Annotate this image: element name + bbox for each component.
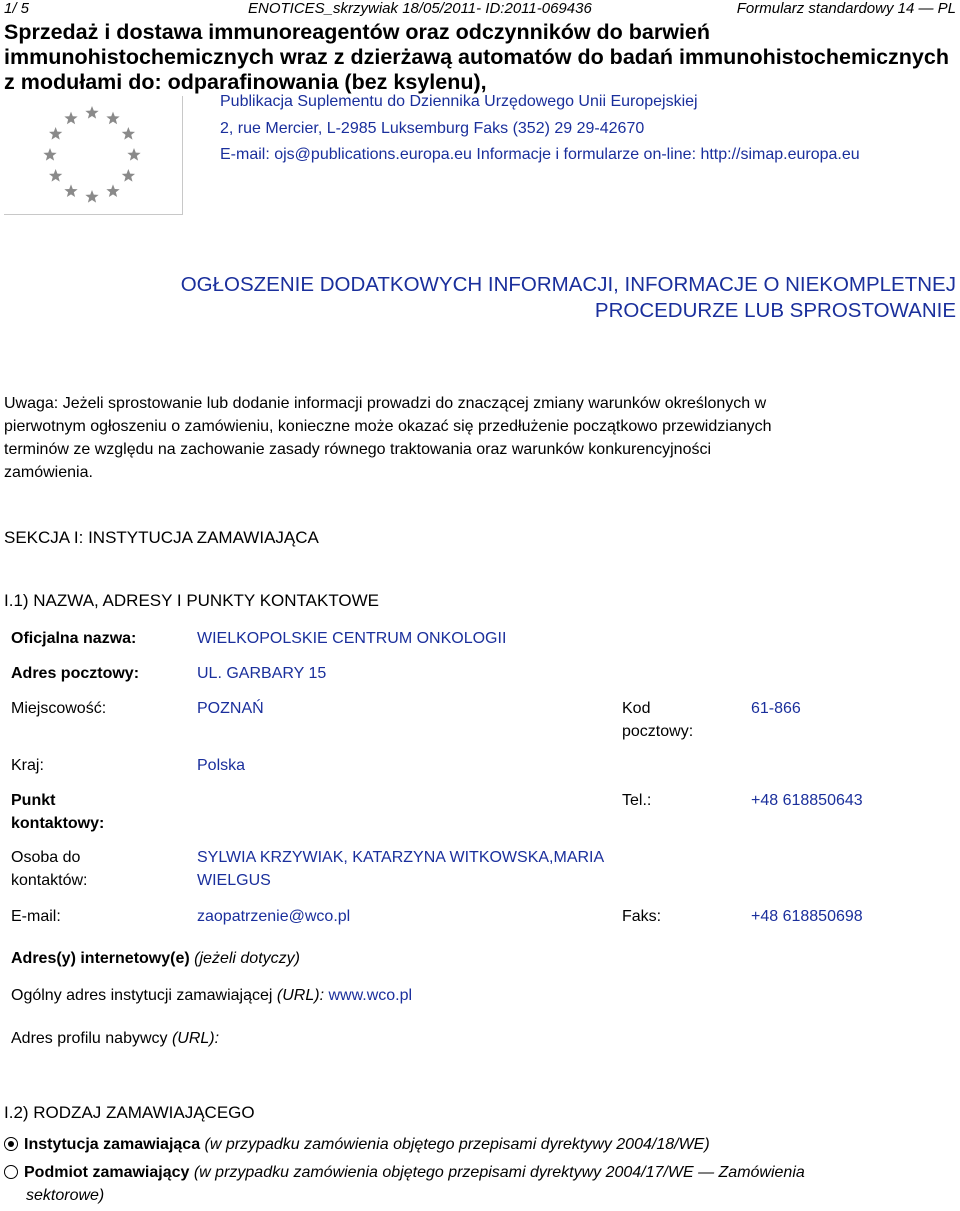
eu-star-icon (85, 106, 98, 119)
contact-person-label-line-1: Osoba do (11, 849, 81, 866)
contact-person-value (197, 846, 604, 892)
eu-star-icon (127, 148, 140, 161)
postal-code-label (622, 697, 693, 743)
general-url-row (11, 984, 412, 1007)
notice-type-title (0, 272, 956, 324)
remark-line-2: pierwotnym ogłoszeniu o zamówieniu, konieczne może okazać się przedłużenie początkowo przewidzianych (4, 418, 772, 435)
publication-contact: E-mail: ojs@publications.europa.eu Informacje i formularze on-line: http://simap.europa.eu (220, 146, 860, 163)
eu-star-icon (85, 190, 98, 203)
country-value: Polska (197, 757, 246, 774)
postal-code-label-line-1: Kod (622, 700, 651, 717)
email-label: E-mail: (11, 908, 61, 925)
email-value[interactable]: zaopatrzenie@wco.pl (197, 908, 351, 925)
city-value: POZNAŃ (197, 700, 264, 717)
contact-person-label (11, 846, 87, 892)
remark-line-1: Uwaga: Jeżeli sprostowanie lub dodanie informacji prowadzi do znaczącej zmiany warunków określonych w (4, 395, 767, 412)
postal-address-label: Adres pocztowy: (11, 665, 140, 682)
general-url-label: Ogólny adres instytucji zamawiającej (11, 987, 273, 1004)
eu-star-icon (122, 169, 135, 182)
contact-person-line-1: SYLWIA KRZYWIAK, KATARZYNA WITKOWSKA,MARIA (197, 849, 605, 866)
eu-star-icon (122, 127, 135, 140)
notice-remark (4, 392, 954, 484)
buyer-profile-label: Adres profilu nabywcy (11, 1030, 168, 1047)
eu-star-icon (64, 112, 77, 125)
remark-line-4: zamówienia. (4, 464, 93, 481)
notice-title-line-1: OGŁOSZENIE DODATKOWYCH INFORMACJI, INFORMACJE O NIEKOMPLETNEJ (180, 273, 956, 296)
eu-star-icon (64, 184, 77, 197)
contact-person-label-line-2: kontaktów: (11, 872, 88, 889)
contact-point-label (11, 789, 104, 835)
internet-addresses-hint: (jeżeli dotyczy) (194, 950, 300, 967)
notice-title-line-2: PROCEDURZE LUB SPROSTOWANIE (594, 299, 956, 322)
contact-person-line-2: WIELGUS (197, 872, 271, 889)
official-name-label: Oficjalna nazwa: (11, 630, 137, 647)
page-header (0, 0, 960, 22)
eu-star-icon (43, 148, 56, 161)
contact-point-label-line-2: kontaktowy: (11, 815, 105, 832)
option-2-text-line-1: (w przypadku zamówienia objętego przepisami dyrektywy 2004/17/WE — Zamówienia (193, 1164, 805, 1181)
official-name-value: WIELKOPOLSKIE CENTRUM ONKOLOGII (197, 630, 507, 647)
postal-address-value: UL. GARBARY 15 (197, 665, 327, 682)
general-url-value[interactable]: www.wco.pl (328, 987, 413, 1004)
notice-subject-title: Sprzedaż i dostawa immunoreagentów oraz odczynników do barwień immunohistochemicznych wraz z dzierżawą automatów do badań immunohistochemicznych z modułami do: odparafinowania (bez ksylenu), (4, 20, 949, 94)
eu-stars-icon (34, 100, 154, 210)
general-url-hint: (URL): (276, 987, 325, 1004)
radio-unselected-icon[interactable] (4, 1165, 18, 1179)
eu-star-icon (106, 184, 119, 197)
eu-star-icon (49, 169, 62, 182)
fax-value: +48 618850698 (751, 908, 863, 925)
section-1-2-heading: I.2) RODZAJ ZAMAWIAJĄCEGO (4, 1103, 255, 1122)
option-1-text: (w przypadku zamówienia objętego przepisami dyrektywy 2004/18/WE) (204, 1136, 710, 1153)
remark-line-3: terminów ze względu na zachowanie zasady równego traktowania oraz warunków konkurencyjności (4, 441, 712, 458)
buyer-profile-row (11, 1027, 219, 1050)
authority-type-option-1[interactable] (4, 1133, 954, 1156)
option-2-text-line-2: sektorowe) (26, 1187, 105, 1204)
city-label: Miejscowość: (11, 700, 107, 717)
publication-address: 2, rue Mercier, L-2985 Luksemburg Faks (352) 29 29-42670 (220, 120, 645, 137)
country-label: Kraj: (11, 757, 44, 774)
page-number: 1/ 5 (4, 0, 30, 17)
publication-line-1: Publikacja Suplementu do Dziennika Urzędowego Unii Europejskiej (220, 93, 698, 110)
document-id: ENOTICES_skrzywiak 18/05/2011- ID:2011-069436 (248, 0, 592, 17)
section-1-1-heading: I.1) NAZWA, ADRESY I PUNKTY KONTAKTOWE (4, 591, 380, 610)
section-1-heading: SEKCJA I: INSTYTUCJA ZAMAWIAJĄCA (4, 528, 319, 547)
form-name: Formularz standardowy 14 — PL (736, 0, 956, 17)
radio-selected-icon[interactable] (4, 1137, 18, 1151)
eu-flag-logo (4, 96, 183, 215)
fax-label: Faks: (622, 908, 662, 925)
internet-addresses-heading (11, 947, 300, 970)
eu-star-icon (106, 112, 119, 125)
postal-code-value: 61-866 (751, 700, 801, 717)
option-1-label: Instytucja zamawiająca (24, 1136, 201, 1153)
buyer-profile-hint: (URL): (171, 1030, 220, 1047)
eu-star-icon (49, 127, 62, 140)
authority-type-option-2[interactable] (4, 1161, 956, 1207)
tel-value: +48 618850643 (751, 792, 863, 809)
tel-label: Tel.: (622, 792, 652, 809)
postal-code-label-line-2: pocztowy: (622, 723, 694, 740)
option-2-label: Podmiot zamawiający (24, 1164, 190, 1181)
internet-addresses-label: Adres(y) internetowy(e) (11, 950, 190, 967)
contact-point-label-line-1: Punkt (11, 792, 56, 809)
